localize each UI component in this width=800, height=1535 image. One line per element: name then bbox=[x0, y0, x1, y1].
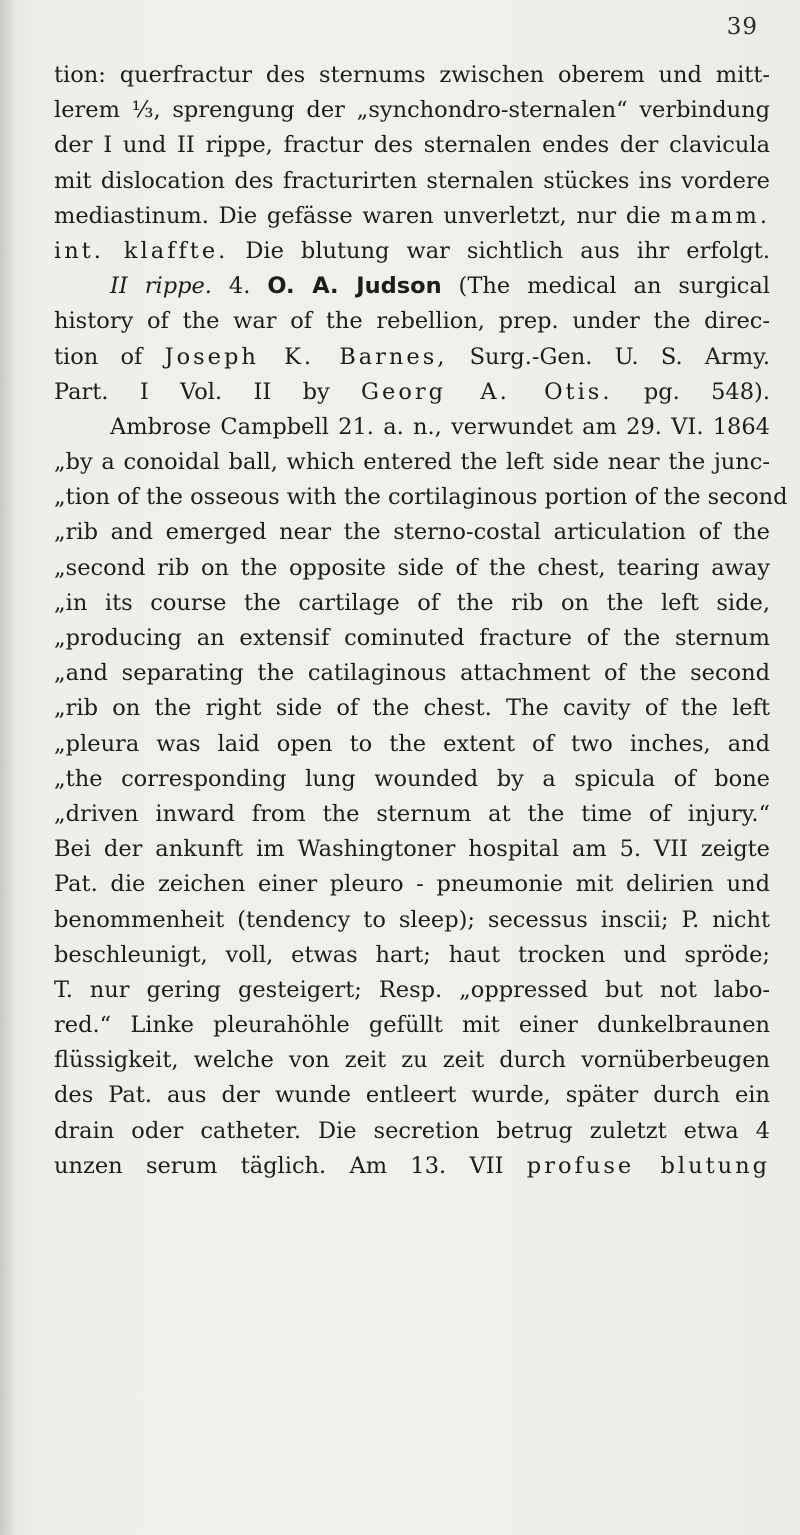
text-line bbox=[54, 199, 770, 234]
text-segment: „pleura was laid open to the extent of two inches, and bbox=[54, 730, 770, 757]
text-segment: II rippe. bbox=[110, 273, 212, 300]
text-segment: „rib on the right side of the chest. The cavity of the left bbox=[54, 695, 770, 722]
text-segment: history of the war of the rebellion, prep. under the direc- bbox=[54, 308, 770, 335]
text-segment: Bei der ankunft im Washingtoner hospital am 5. VII zeigte bbox=[54, 836, 770, 863]
text-segment: „tion of the osseous with the cortilaginous portion of the second bbox=[54, 484, 788, 511]
text-segment: Joseph K. Barnes, bbox=[164, 343, 448, 370]
text-line bbox=[54, 938, 770, 973]
text-line bbox=[54, 234, 770, 269]
text-segment: benommenheit (tendency to sleep); secessus inscii; P. nicht bbox=[54, 906, 770, 933]
text-segment: „the corresponding lung wounded by a spicula of bone bbox=[54, 765, 770, 792]
text-segment: mit dislocation des fracturirten sternalen stückes ins vordere bbox=[54, 167, 770, 194]
text-line bbox=[54, 304, 770, 339]
text-segment: mamm. bbox=[670, 202, 770, 229]
text-segment: Pat. die zeichen einer pleuro - pneumonie mit delirien und bbox=[54, 871, 770, 898]
text-line bbox=[54, 164, 770, 199]
binding-shadow bbox=[0, 0, 16, 1535]
text-segment: (The medical an surgical bbox=[441, 273, 771, 300]
text-segment: beschleunigt, voll, etwas hart; haut trocken und spröde; bbox=[54, 941, 770, 968]
text-segment: int. klaffte. bbox=[54, 237, 229, 264]
text-line bbox=[54, 1043, 770, 1078]
text-segment: „rib and emerged near the sterno-costal articulation of the bbox=[54, 519, 770, 546]
text-segment: tion: querfractur des sternums zwischen oberem und mitt- bbox=[54, 62, 770, 88]
text-line bbox=[54, 727, 770, 762]
text-line bbox=[54, 1114, 770, 1149]
text-line bbox=[54, 691, 770, 726]
text-line bbox=[54, 973, 770, 1008]
text-segment: des Pat. aus der wunde entleert wurde, später durch ein bbox=[54, 1082, 770, 1109]
text-segment: lerem ⅓, sprengung der „synchondro-sternalen“ verbindung bbox=[54, 97, 770, 124]
text-segment: „by a conoidal ball, which entered the left side near the junc- bbox=[54, 449, 770, 476]
text-line bbox=[54, 551, 770, 586]
text-segment: „second rib on the opposite side of the chest, tearing away bbox=[54, 554, 770, 581]
text-line bbox=[54, 621, 770, 656]
text-line bbox=[54, 903, 770, 938]
text-line bbox=[54, 1078, 770, 1113]
page-number: 39 bbox=[726, 14, 758, 40]
text-segment: „and separating the catilaginous attachment of the second bbox=[54, 660, 770, 687]
text-segment: T. nur gering gesteigert; Resp. „oppressed but not labo- bbox=[54, 976, 770, 1003]
text-segment: mediastinum. Die gefässe waren unverletzt, nur die bbox=[54, 202, 671, 229]
text-segment: flüssigkeit, welche von zeit zu zeit durch vornüberbeugen bbox=[54, 1047, 770, 1074]
text-line bbox=[54, 586, 770, 621]
text-line bbox=[54, 375, 770, 410]
text-segment: Part. I Vol. II by bbox=[54, 378, 362, 405]
text-line bbox=[54, 480, 788, 515]
text-line bbox=[54, 445, 770, 480]
body-text bbox=[54, 58, 788, 1184]
text-segment: O. A. Judson bbox=[267, 273, 442, 300]
text-line bbox=[54, 797, 770, 832]
text-line bbox=[54, 58, 770, 93]
text-segment: drain oder catheter. Die secretion betrug zuletzt etwa 4 bbox=[54, 1117, 770, 1144]
text-segment: 4. bbox=[211, 273, 268, 300]
text-line bbox=[54, 1008, 770, 1043]
text-line bbox=[54, 128, 770, 163]
text-segment: tion of bbox=[54, 343, 165, 370]
text-segment: „driven inward from the sternum at the time of injury.“ bbox=[54, 800, 770, 827]
text-segment: „in its course the cartilage of the rib on the left side, bbox=[54, 589, 770, 616]
text-segment: unzen serum täglich. Am 13. VII bbox=[54, 1152, 527, 1179]
text-line bbox=[54, 410, 770, 445]
text-line bbox=[54, 269, 770, 304]
text-segment: red.“ Linke pleurahöhle gefüllt mit einer dunkelbraunen bbox=[54, 1012, 770, 1039]
text-line bbox=[54, 515, 770, 550]
text-segment: Die blutung war sichtlich aus ihr erfolgt. bbox=[228, 237, 770, 264]
text-line bbox=[54, 93, 770, 128]
text-line bbox=[54, 832, 770, 867]
text-line bbox=[54, 762, 770, 797]
text-segment: profuse blutung bbox=[526, 1152, 771, 1179]
text-line bbox=[54, 1149, 770, 1184]
text-segment: Surg.-Gen. U. S. Army. bbox=[447, 343, 771, 370]
text-segment: Ambrose Campbell 21. a. n., verwundet am 29. VI. 1864 bbox=[110, 413, 770, 440]
text-segment: der I und II rippe, fractur des sternalen endes der clavicula bbox=[54, 132, 770, 159]
text-segment: „producing an extensif cominuted fracture of the sternum bbox=[54, 625, 770, 651]
text-line bbox=[54, 340, 770, 375]
text-line bbox=[54, 867, 770, 902]
text-segment: Georg A. Otis. bbox=[361, 378, 613, 405]
text-segment: pg. 548). bbox=[612, 378, 770, 405]
text-line bbox=[54, 656, 770, 691]
